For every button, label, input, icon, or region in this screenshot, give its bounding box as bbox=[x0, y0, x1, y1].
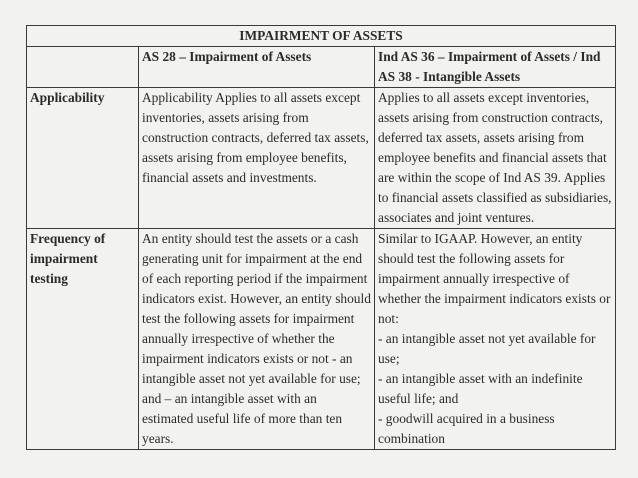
table-header-row bbox=[27, 47, 616, 88]
table-title-row bbox=[27, 26, 616, 47]
row-label-frequency: Frequency of impairment testing bbox=[27, 229, 139, 450]
header-as28: AS 28 – Impairment of Assets bbox=[139, 47, 375, 88]
ind-as-item-intangible-not-available: - an intangible asset not yet available for use; bbox=[378, 331, 596, 366]
cell-frequency-as28: An entity should test the assets or a cash generating unit for impairment at the end of each reporting period if the impairment indicators exist. However, an entity should test the following assets for impairment annually irrespective of whether the impairment indicators exists or not - an intangible asset not yet available for use; and – an intangible asset with an estimated useful life of more than ten years. bbox=[139, 229, 375, 450]
header-ind-as36: Ind AS 36 – Impairment of Assets / Ind AS 38 - Intangible Assets bbox=[375, 47, 616, 88]
table-row-frequency bbox=[27, 229, 616, 450]
table-title: IMPAIRMENT OF ASSETS bbox=[27, 26, 616, 47]
ind-as-item-goodwill: - goodwill acquired in a business combination bbox=[378, 411, 555, 446]
ind-as-item-indefinite-life: - an intangible asset with an indefinite useful life; and bbox=[378, 371, 583, 406]
cell-applicability-as28: Applicability Applies to all assets except inventories, assets arising from construction contracts, deferred tax assets, assets arising from employee benefits, financial assets and investments. bbox=[139, 88, 375, 229]
cell-frequency-ind-as bbox=[375, 229, 616, 450]
header-empty-cell bbox=[27, 47, 139, 88]
impairment-comparison-table bbox=[26, 25, 616, 450]
table-row-applicability bbox=[27, 88, 616, 229]
row-label-applicability: Applicability bbox=[27, 88, 139, 229]
cell-applicability-ind-as: Applies to all assets except inventories, assets arising from construction contracts, deferred tax assets, assets arising from employee benefits and financial assets that are within the scope of Ind AS 39. Applies to financial assets classified as subsidiaries, associates and joint ventures. bbox=[375, 88, 616, 229]
ind-as-intro-text: Similar to IGAAP. However, an entity should test the following assets for impairment annually irrespective of whether the impairment indicators exists or not: bbox=[378, 231, 611, 326]
